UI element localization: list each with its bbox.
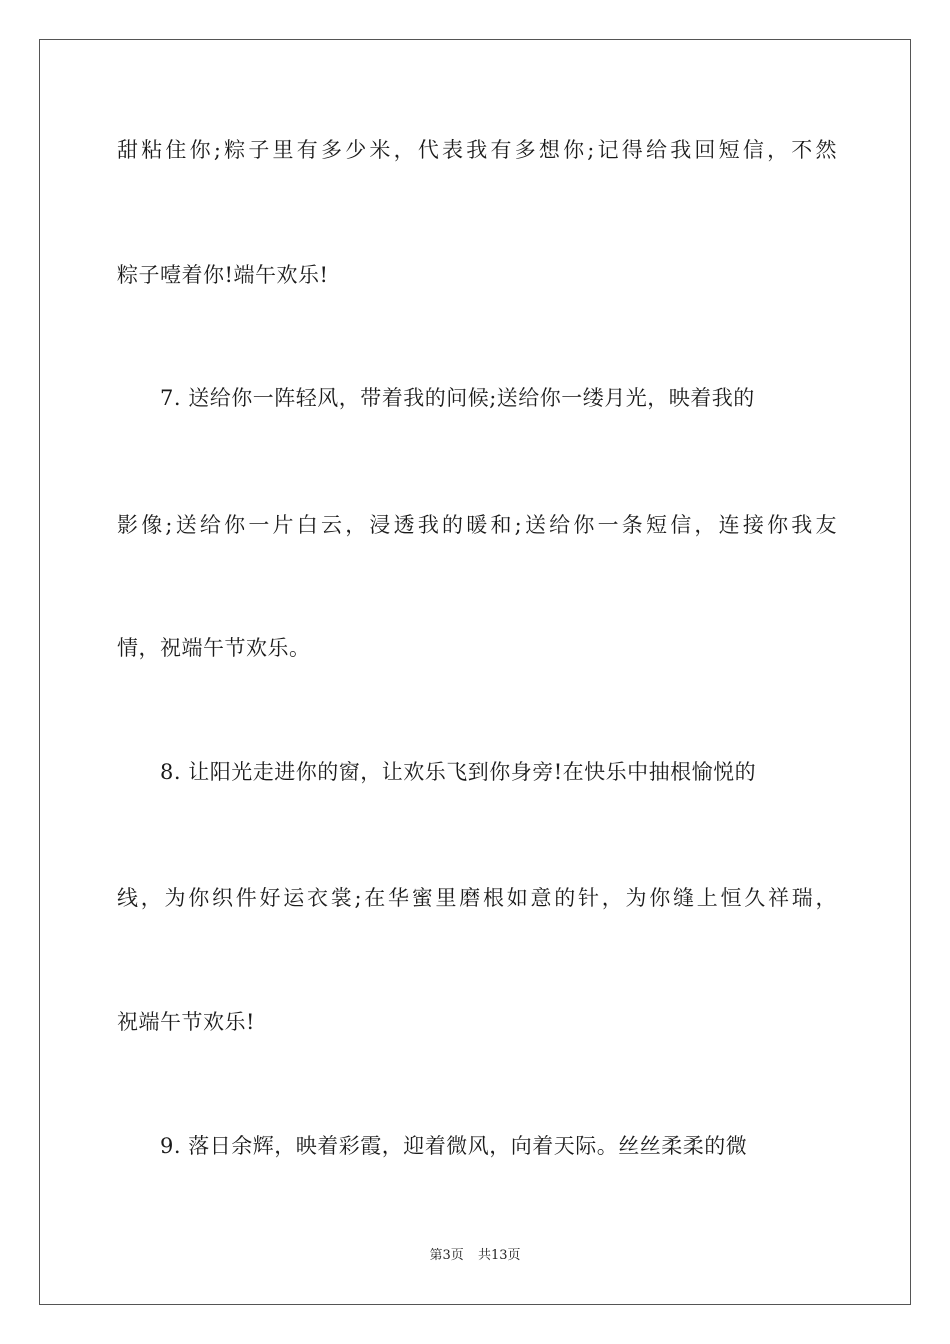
paragraph-line: 甜粘住你;粽子里有多少米，代表我有多想你;记得给我回短信，不然 [117, 138, 837, 162]
item-9-line: 9. 落日余辉，映着彩霞，迎着微风，向着天际。丝丝柔柔的微 [160, 1134, 748, 1158]
paragraph-line: 祝端午节欢乐! [117, 1010, 255, 1034]
paragraph-line: 影像;送给你一片白云，浸透我的暖和;送给你一条短信，连接你我友 [117, 513, 837, 537]
page-footer [0, 1247, 950, 1265]
item-8-line: 8. 让阳光走进你的窗，让欢乐飞到你身旁!在快乐中抽根愉悦的 [160, 760, 757, 784]
paragraph-line: 线，为你织件好运衣裳;在华蜜里磨根如意的针，为你缝上恒久祥瑞， [117, 886, 837, 910]
page-border [39, 39, 911, 1305]
paragraph-line: 情，祝端午节欢乐。 [117, 636, 311, 660]
item-7-line: 7. 送给你一阵轻风，带着我的问候;送给你一缕月光，映着我的 [160, 386, 755, 410]
page-number: 第3页 [429, 1248, 464, 1263]
total-pages: 共13页 [477, 1248, 521, 1263]
paragraph-line: 粽子噎着你!端午欢乐! [117, 263, 329, 287]
